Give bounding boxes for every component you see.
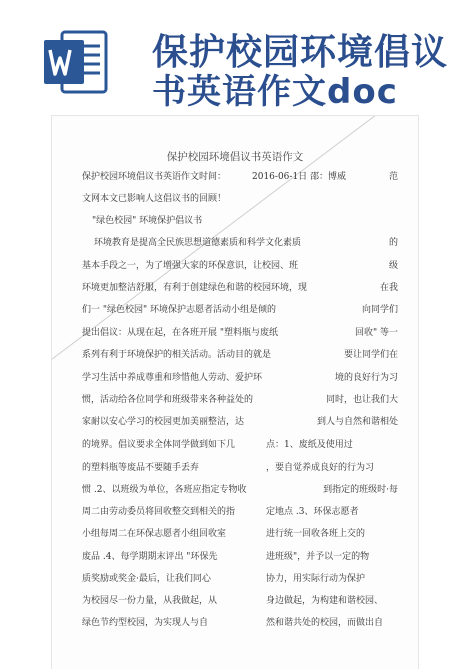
- document-line-9-far: 要让同学们在: [343, 350, 398, 360]
- page-title-line-2: 书英语作文doc: [152, 72, 398, 112]
- document-line-7-far: 向同学们: [361, 305, 398, 315]
- document-line-5-far: 级: [388, 261, 398, 271]
- page-header: [0, 0, 474, 110]
- document-line-20-left: 为校园尽一份力量，从我做起，从: [82, 596, 218, 606]
- document-line-8-left: 提出倡议：从现在起，在各班开展 "塑料瓶与废纸: [82, 328, 279, 338]
- document-page: [52, 116, 418, 669]
- document-line-16-mid: 定地点 .3、环保志愿者: [266, 507, 359, 517]
- document-line-18-left: 废品 .4、每学期期末评出 "环保先: [82, 552, 218, 562]
- document-line-4-far: 的: [388, 238, 398, 248]
- document-line-1-left: 保护校园环境倡议书英语作文时间：: [82, 172, 227, 182]
- document-line-19-mid: 协力，用实际行动为保护: [266, 574, 366, 584]
- document-line-15-left: 惯 .2、以班级为单位，各班应指定专物收: [82, 485, 247, 495]
- document-line-8-far: 回收" 等一: [354, 328, 398, 338]
- document-line-1-far: 范: [388, 172, 398, 182]
- document-line-19-left: 质奖励或奖金·最后，让我们同心: [82, 574, 211, 584]
- document-line-4-left: 环境教育是提高全民族思想道德素质和科学文化素质: [94, 238, 302, 248]
- document-line-10-far: 境的良好行为习: [334, 373, 398, 383]
- document-title: 保护校园环境倡议书英语作文: [166, 151, 304, 163]
- document-line-9-left: 系列有利于环境保护的相关活动。活动目的就是: [82, 350, 272, 360]
- document-line-21-left: 绿色节约型校园，为实现人与自: [82, 618, 209, 628]
- document-line-3-left: "绿色校园" 环境保护倡议书: [92, 216, 203, 226]
- document-line-14-mid: ，要自觉养成良好的行为习: [266, 463, 375, 473]
- document-line-2-left: 文网本文已影响人这倡议书的回顾！: [82, 194, 227, 204]
- document-line-5-left: 基本手段之一，为了增强大家的环保意识，让校园、班: [82, 261, 299, 271]
- document-line-16-left: 周二由劳动委员将回收整交到相关的指: [82, 507, 236, 517]
- document-line-20-mid: 身边做起，为构建和谐校园、: [266, 596, 384, 606]
- document-line-7-left: 们一 "绿色校园" 环境保护志愿者活动小组是倾的: [82, 305, 277, 315]
- word-document-icon: [42, 28, 110, 96]
- document-line-6-left: 环境更加整洁舒服，有利于创建绿色和谐的校园环境，现: [82, 283, 308, 293]
- document-line-11-far: 同时，也让我们大: [325, 395, 398, 405]
- document-line-1-right: 2016-06-1日 邵：博威: [252, 172, 347, 182]
- document-line-18-mid: 进班级"，并予以一定的物: [266, 552, 370, 562]
- document-line-13-left: 的境界。倡议要求全体同学做到如下几: [82, 440, 236, 450]
- document-line-17-left: 小组每周二在环保志愿者小组回收室: [82, 529, 227, 539]
- document-line-15-far: 到指定的班级时·每: [323, 485, 398, 495]
- document-line-17-mid: 进行统一回收各班上交的: [266, 529, 366, 539]
- document-line-10-left: 学习生活中养成尊重和珍惜他人劳动、爱护环: [82, 373, 263, 383]
- document-line-11-left: 惯，活动给各位同学和班级带来各种益处的: [82, 395, 254, 405]
- document-line-12-left: 家耐以安心学习的校园更加美丽整洁，达: [82, 417, 245, 427]
- document-line-12-far: 到人与自然和谐相处: [316, 417, 398, 427]
- document-line-6-far: 在我: [379, 283, 398, 293]
- page-title-line-1: 保护校园环境倡议: [152, 32, 449, 73]
- document-line-14-left: 的塑料瓶等废品不要随手丢弃: [82, 463, 200, 473]
- document-line-13-mid: 点：1、废纸及使用过: [266, 440, 353, 450]
- document-line-21-mid: 然和谐共处的校园，而做出自: [266, 618, 384, 628]
